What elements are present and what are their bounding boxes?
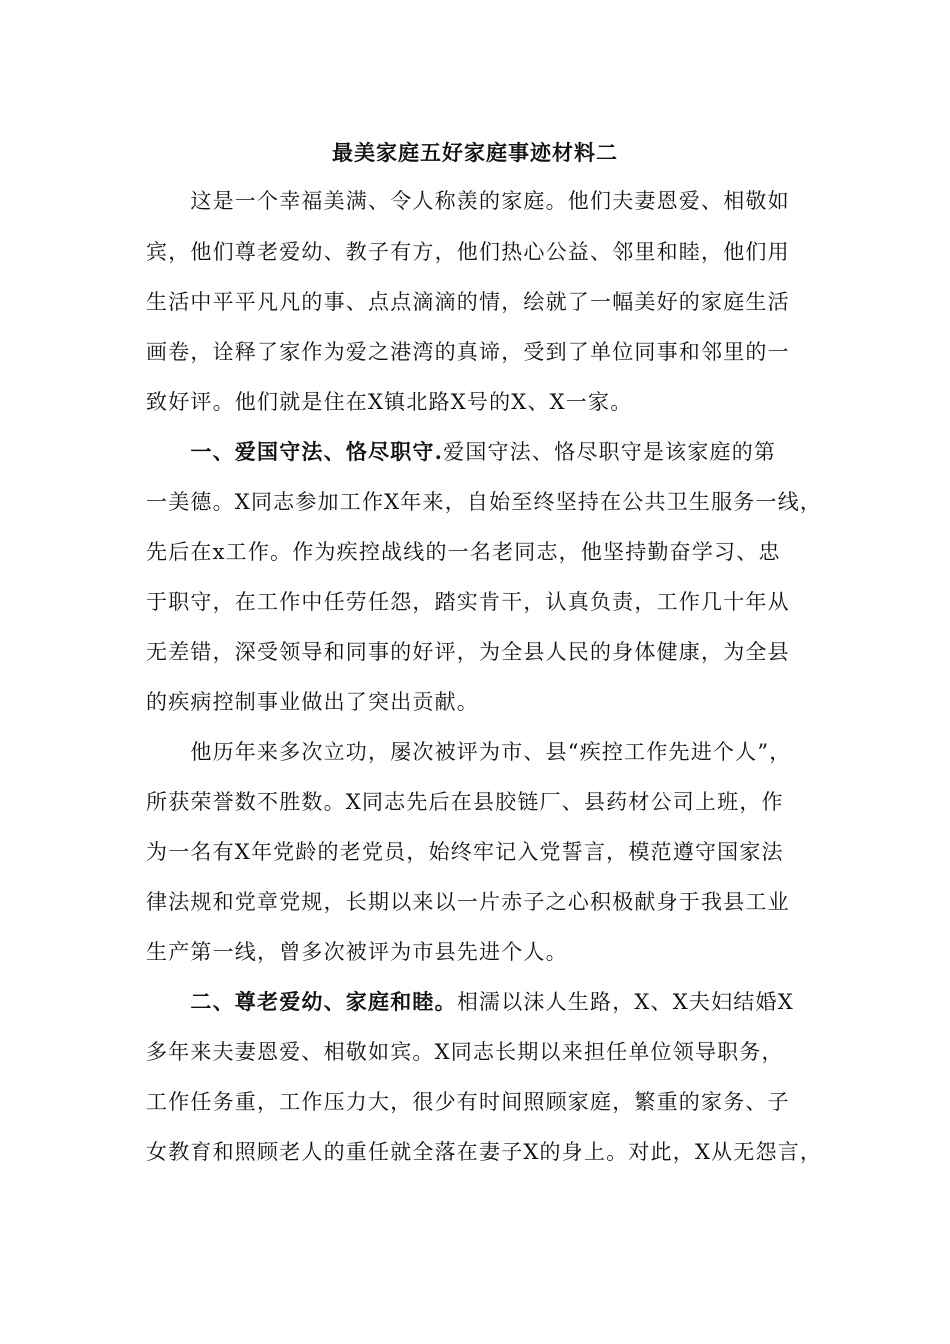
body-line: 致好评。他们就是住在X镇北路X号的X、X一家。 — [146, 390, 633, 414]
body-line: 工作任务重，工作压力大，很少有时间照顾家庭，繁重的家务、子 — [146, 1090, 790, 1114]
body-line: 画卷，诠释了家作为爱之港湾的真谛，受到了单位同事和邻里的一 — [146, 340, 790, 364]
body-line: 生活中平平凡凡的事、点点滴滴的情，绘就了一幅美好的家庭生活 — [146, 290, 790, 314]
section-heading-line — [146, 987, 794, 1017]
body-line: 他历年来多次立功，屡次被评为市、县“疾控工作先进个人”， — [146, 740, 792, 764]
document-title: 最美家庭五好家庭事迹材料二 — [332, 140, 618, 165]
body-line: 先后在x工作。作为疾控战线的一名老同志，他坚持勤奋学习、忠 — [146, 540, 781, 564]
body-line: 无差错，深受领导和同事的好评，为全县人民的身体健康，为全县 — [146, 640, 790, 664]
body-line: 宾，他们尊老爱幼、教子有方，他们热心公益、邻里和睦，他们用 — [146, 240, 790, 264]
section-heading: 二、尊老爱幼、家庭和睦。 — [146, 989, 457, 1014]
body-text: 爱国守法、恪尽职守是该家庭的第 — [443, 440, 777, 464]
body-line: 律法规和党章党规，长期以来以一片赤子之心积极献身于我县工业 — [146, 890, 790, 914]
body-line: 的疾病控制事业做出了突出贡献。 — [146, 690, 479, 714]
body-line: 这是一个幸福美满、令人称羡的家庭。他们夫妻恩爱、相敬如 — [146, 189, 790, 213]
body-line: 一美德。X同志参加工作X年来，自始至终坚持在公共卫生服务一线， — [146, 490, 823, 514]
body-line: 女教育和照顾老人的重任就全落在妻子X的身上。对此，X从无怨言， — [146, 1140, 823, 1164]
section-heading: 一、爱国守法、恪尽职守. — [146, 439, 444, 464]
body-line: 为一名有X年党龄的老党员，始终牢记入党誓言，模范遵守国家法 — [146, 840, 784, 864]
section-heading-line — [146, 437, 776, 467]
body-line: 生产第一线，曾多次被评为市县先进个人。 — [146, 940, 568, 964]
body-line: 所获荣誉数不胜数。X同志先后在县胶链厂、县药材公司上班，作 — [146, 790, 784, 814]
body-text: 相濡以沫人生路，X、X夫妇结婚X — [456, 990, 794, 1014]
body-line: 多年来夫妻恩爱、相敬如宾。X同志长期以来担任单位领导职务， — [146, 1040, 784, 1064]
body-line: 于职守，在工作中任劳任怨，踏实肯干，认真负责，工作几十年从 — [146, 590, 790, 614]
